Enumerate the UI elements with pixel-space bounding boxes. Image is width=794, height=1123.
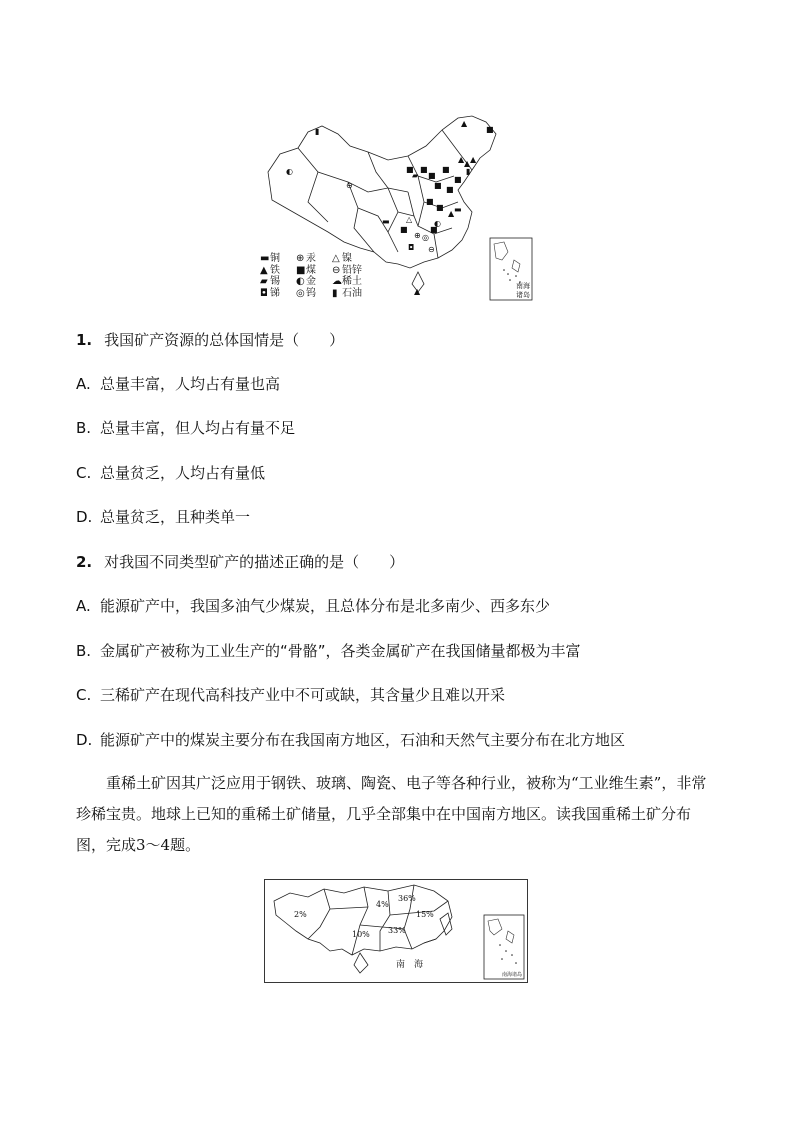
- svg-text:■: ■: [454, 175, 462, 184]
- percent-label-guangxi: 10%: [352, 930, 370, 939]
- question-2-option-d: [76, 730, 625, 750]
- percent-label-hunan: 4%: [376, 900, 389, 909]
- option-text: 总量丰富，人均占有量也高: [100, 375, 281, 393]
- question-1-option-b: [76, 418, 295, 438]
- svg-text:▰: ▰: [412, 171, 419, 180]
- svg-text:▬: ▬: [454, 205, 462, 214]
- legend-symbol-icon: ⊖: [332, 264, 341, 276]
- legend-item: [260, 276, 296, 288]
- option-letter: A.: [76, 597, 91, 615]
- option-text: 能源矿产中，我国多油气少煤炭，且总体分布是北多南少、西多东少: [100, 597, 551, 615]
- question-2-option-a: [76, 596, 550, 616]
- option-letter: D.: [76, 508, 93, 526]
- question-1-option-a: [76, 374, 280, 394]
- option-text: 三稀矿产在现代高科技产业中不可或缺，其含量少且难以开采: [100, 686, 506, 704]
- svg-text:■: ■: [446, 185, 454, 194]
- legend-label: 锡: [270, 276, 280, 287]
- legend-symbol-icon: ◘: [260, 287, 268, 299]
- option-text: 能源矿产中的煤炭主要分布在我国南方地区，石油和天然气主要分布在北方地区: [100, 731, 626, 749]
- svg-text:◘: ◘: [408, 243, 415, 252]
- inset-label: 南海诸岛: [502, 972, 523, 978]
- question-1-option-c: [76, 463, 265, 483]
- option-text: 总量丰富，但人均占有量不足: [100, 419, 296, 437]
- legend-item: [332, 288, 372, 300]
- legend-item: [296, 276, 332, 288]
- inset-label-1: 南海: [516, 282, 530, 290]
- legend-label: 铅锌: [342, 264, 362, 276]
- question-2-option-b: [76, 641, 581, 661]
- question-2-stem: [76, 552, 404, 572]
- question-text: 我国矿产资源的总体国情是（ ）: [104, 331, 345, 349]
- svg-text:▲: ▲: [470, 155, 477, 164]
- option-text: 总量贫乏，人均占有量低: [100, 464, 266, 482]
- svg-text:▲: ▲: [461, 119, 468, 128]
- svg-text:▲: ▲: [414, 287, 421, 296]
- svg-text:◐: ◐: [434, 219, 441, 228]
- option-letter: D.: [76, 731, 93, 749]
- svg-text:■: ■: [428, 171, 436, 180]
- legend-item: [332, 253, 372, 265]
- question-2-option-c: [76, 685, 505, 705]
- legend-symbol-icon: ☁: [332, 276, 342, 287]
- legend-symbol-icon: ▰: [260, 276, 268, 287]
- legend-label: 汞: [306, 253, 316, 264]
- option-letter: B.: [76, 642, 92, 660]
- legend-item: [296, 253, 332, 265]
- legend-symbol-icon: ▮: [332, 287, 338, 299]
- legend-label: 石油: [342, 287, 362, 299]
- southern-china-map: [264, 879, 528, 983]
- svg-text:▲: ▲: [464, 159, 471, 168]
- percent-label-west: 2%: [294, 910, 307, 919]
- legend-symbol-icon: ■: [296, 264, 306, 276]
- svg-text:◎: ◎: [422, 233, 429, 242]
- legend-label: 煤: [306, 264, 316, 276]
- svg-text:⊕: ⊕: [414, 231, 421, 240]
- inset-frame: [484, 915, 524, 979]
- legend-label: 铜: [270, 253, 280, 264]
- question-number: 2.: [76, 553, 93, 571]
- option-letter: C.: [76, 464, 92, 482]
- svg-text:▮: ▮: [466, 167, 471, 176]
- legend-symbol-icon: ◎: [296, 287, 305, 299]
- percent-label-guangdong: 33%: [388, 926, 406, 935]
- option-letter: A.: [76, 375, 91, 393]
- legend-symbol-icon: ⊕: [296, 253, 305, 264]
- reading-passage: 重稀土矿因其广泛应用于钢铁、玻璃、陶瓷、电子等各种行业，被称为“工业维生素”，非常珍稀宝贵。地球上已知的重稀土矿储量，几乎全部集中在中国南方地区。读我国重稀土矿分布图，完成3～4题。: [76, 774, 707, 854]
- svg-text:▮: ▮: [315, 127, 320, 136]
- svg-text:■: ■: [420, 165, 428, 174]
- legend-label: 锑: [270, 287, 280, 299]
- question-text: 对我国不同类型矿产的描述正确的是（ ）: [104, 553, 405, 571]
- question-number: 1.: [76, 331, 93, 349]
- svg-text:■: ■: [400, 225, 408, 234]
- legend-symbol-icon: ◐: [296, 276, 305, 287]
- option-letter: B.: [76, 419, 92, 437]
- svg-text:■: ■: [486, 125, 494, 134]
- china-mineral-map: [258, 112, 536, 302]
- option-text: 总量贫乏，且种类单一: [100, 508, 251, 526]
- question-1-option-d: [76, 507, 250, 527]
- legend-item: [332, 276, 372, 288]
- legend-label: 稀土: [342, 276, 362, 287]
- rare-earth-map: [264, 879, 528, 983]
- svg-text:■: ■: [406, 165, 414, 174]
- legend-symbol-icon: △: [332, 253, 340, 264]
- percent-label-fujian: 15%: [416, 910, 434, 919]
- svg-text:▲: ▲: [458, 155, 465, 164]
- svg-text:△: △: [406, 215, 413, 224]
- svg-text:▬: ▬: [382, 217, 390, 226]
- svg-text:⊖: ⊖: [346, 181, 353, 190]
- question-1-stem: [76, 330, 344, 350]
- option-text: 金属矿产被称为工业生产的“骨骼”，各类金属矿产在我国储量都极为丰富: [100, 642, 581, 660]
- inset-label-2: 诸岛: [516, 291, 530, 299]
- legend-symbol-icon: ▬: [260, 253, 270, 264]
- legend-label: 铁: [270, 264, 280, 276]
- svg-text:■: ■: [436, 203, 444, 212]
- svg-text:◐: ◐: [286, 167, 293, 176]
- legend-item: [260, 265, 296, 277]
- svg-text:■: ■: [442, 165, 450, 174]
- legend-label: 金: [306, 276, 316, 287]
- svg-text:■: ■: [430, 225, 438, 234]
- svg-text:■: ■: [426, 197, 434, 206]
- legend-item: [260, 288, 296, 300]
- sea-label: 南 海: [396, 960, 424, 970]
- percent-label-jiangxi: 36%: [398, 894, 416, 903]
- legend-item: [296, 288, 332, 300]
- legend-item: [260, 253, 296, 265]
- map-legend: [260, 253, 370, 299]
- legend-item: [296, 265, 332, 277]
- legend-symbol-icon: ▲: [260, 264, 268, 276]
- legend-label: 镍: [342, 253, 352, 264]
- svg-text:▲: ▲: [448, 209, 455, 218]
- legend-item: [332, 265, 372, 277]
- legend-label: 钨: [306, 287, 316, 299]
- option-letter: C.: [76, 686, 92, 704]
- svg-text:■: ■: [434, 181, 442, 190]
- svg-text:⊖: ⊖: [428, 245, 435, 254]
